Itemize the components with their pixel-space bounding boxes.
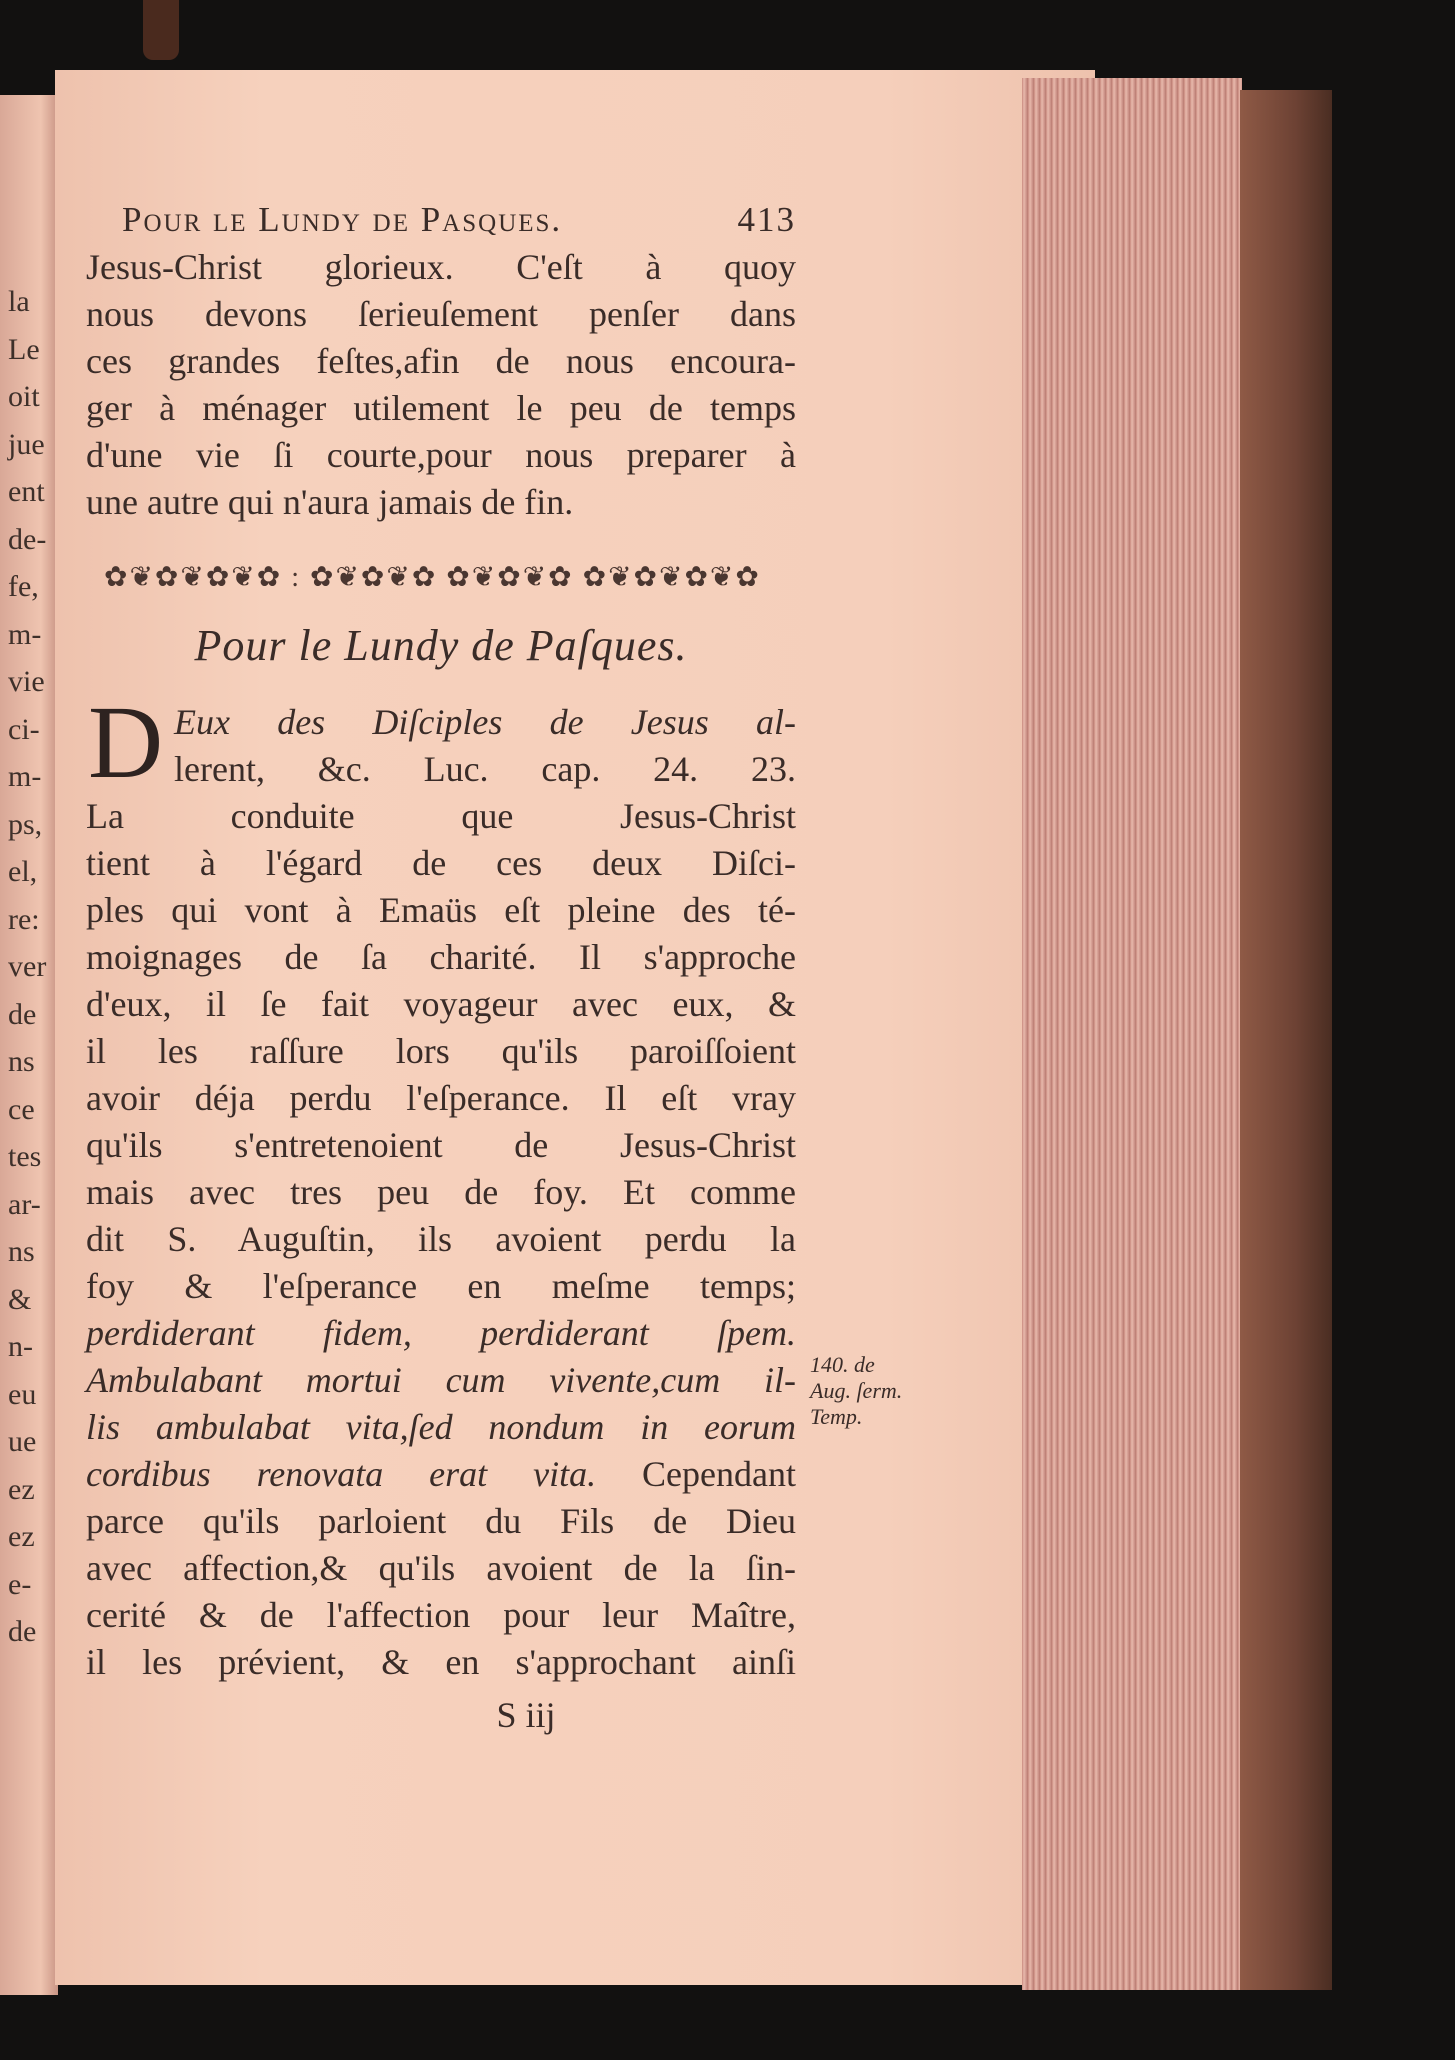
drop-cap: D: [88, 685, 164, 800]
margin-note-line: Aug. ſerm.: [810, 1378, 903, 1403]
left-page-fragment: ci-: [8, 712, 40, 746]
left-page-fragment: de-: [8, 522, 47, 556]
left-page-fragment: ue: [8, 1425, 37, 1458]
text-line: Jesus-Christ glorieux. C'eſt à quoy: [86, 247, 796, 287]
page-fore-edge: [1022, 78, 1242, 1990]
left-page-fragment: ver: [8, 950, 47, 983]
left-page-fragment: de: [8, 997, 37, 1031]
left-page-fragment: de: [8, 1615, 37, 1648]
page-number: 413: [737, 200, 796, 239]
running-head: [122, 200, 796, 240]
left-page-fragment: re:: [8, 902, 40, 936]
bookmark-ribbon: [143, 0, 179, 60]
text-line: foy & l'eſperance en meſme temps;: [86, 1266, 796, 1306]
ornament-divider: ✿❦✿❦✿❦✿ : ✿❦✿❦✿ ✿❦✿❦✿ ✿❦✿❦✿❦✿: [104, 562, 761, 593]
text-line: lerent, &c. Luc. cap. 24. 23.: [174, 749, 796, 789]
text-line: il les prévient, & en s'approchant ainſi: [86, 1642, 796, 1682]
latin-line: Ambulabant mortui cum vivente,cum il-: [86, 1360, 796, 1400]
signature-mark: S iij: [496, 1695, 556, 1735]
left-page-fragment: &: [8, 1282, 32, 1316]
left-page-fragment: Le: [8, 332, 40, 366]
left-page-fragment: ns: [8, 1045, 35, 1078]
text-line: ger à ménager utilement le peu de temps: [86, 388, 796, 428]
left-page-fragment: ent: [8, 475, 45, 508]
text-line: d'une vie ſi courte,pour nous preparer à: [86, 435, 796, 475]
text-line: mais avec tres peu de foy. Et comme: [86, 1172, 796, 1212]
latin-fragment: cordibus renovata erat vita.: [86, 1454, 597, 1494]
text-line: une autre qui n'aura jamais de fin.: [86, 482, 574, 522]
left-page-fragment: jue: [8, 427, 45, 461]
left-page-fragment: fe,: [8, 570, 39, 603]
left-page-fragment: el,: [8, 855, 38, 888]
text-line: il les raſſure lors qu'ils paroiſſoient: [86, 1031, 796, 1071]
paragraph-top: [86, 244, 796, 526]
text-line: parce qu'ils parloient du Fils de Dieu: [86, 1501, 796, 1541]
mixed-line: [86, 1451, 796, 1498]
text-line: La conduite que Jesus-Christ: [86, 796, 796, 836]
left-page-fragment: ez: [8, 1472, 35, 1506]
book-cover-edge: [1240, 90, 1332, 1990]
text-line: Eux des Diſciples de Jesus al-: [174, 702, 796, 742]
text-line: ces grandes feſtes,afin de nous encoura-: [86, 341, 796, 381]
margin-note-line: Temp.: [810, 1404, 863, 1429]
page-text: [86, 200, 796, 1736]
text-line: avec affection,& qu'ils avoient de la ſin-: [86, 1548, 796, 1588]
left-page-fragment: ce: [8, 1092, 35, 1126]
left-page-fragment: e-: [8, 1567, 32, 1601]
text-line: d'eux, il ſe fait voyageur avec eux, &: [86, 984, 796, 1024]
left-page-fragment: ns: [8, 1235, 35, 1268]
left-page-fragment: ar-: [8, 1187, 41, 1221]
left-page-fragment: m-: [8, 760, 42, 793]
left-page-fragment: eu: [8, 1377, 37, 1411]
text-line: moignages de ſa charité. Il s'approche: [86, 937, 796, 977]
left-page-fragment: tes: [8, 1140, 42, 1173]
text-line: ples qui vont à Emaüs eſt pleine des té-: [86, 890, 796, 930]
running-head-title: Pour le Lundy de Pasques.: [122, 200, 563, 239]
body-text: [86, 685, 796, 1686]
text-line: nous devons ſerieuſement penſer dans: [86, 294, 796, 334]
left-page-edge: [0, 95, 58, 1995]
french-fragment: Cependant: [596, 1454, 796, 1494]
margin-note-line: 140. de: [810, 1352, 875, 1377]
latin-line: lis ambulabat vita,ſed nondum in eorum: [86, 1407, 796, 1447]
margin-note: [810, 1352, 980, 1430]
text-line: qu'ils s'entretenoient de Jesus-Christ: [86, 1125, 796, 1165]
text-line: dit S. Auguſtin, ils avoient perdu la: [86, 1219, 796, 1259]
left-page-fragment: n-: [8, 1330, 33, 1363]
latin-line: perdiderant fidem, perdiderant ſpem.: [86, 1313, 796, 1353]
left-page-fragment: oit: [8, 380, 40, 413]
left-page-fragment: la: [8, 285, 30, 318]
left-page-fragment: m-: [8, 617, 42, 651]
section-title: Pour le Lundy de Paſques.: [194, 621, 688, 670]
text-line: cerité & de l'affection pour leur Maître,: [86, 1595, 796, 1635]
text-line: tient à l'égard de ces deux Diſci-: [86, 843, 796, 883]
left-page-fragment: vie: [8, 665, 45, 698]
left-page-fragment: ez: [8, 1520, 35, 1553]
left-page-fragment: ps,: [8, 807, 43, 841]
text-line: avoir déja perdu l'eſperance. Il eſt vray: [86, 1078, 796, 1118]
